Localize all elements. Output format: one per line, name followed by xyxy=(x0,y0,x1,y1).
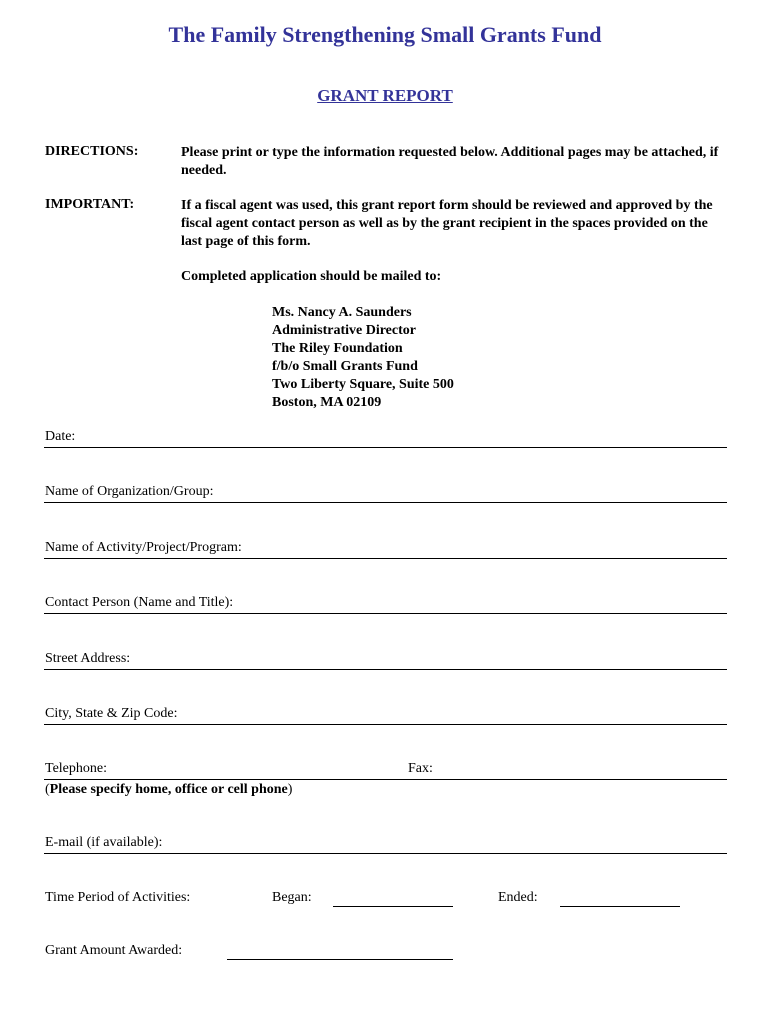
contact-person-field[interactable] xyxy=(44,593,727,614)
activity-field[interactable] xyxy=(44,538,727,559)
important-text: If a fiscal agent was used, this grant report form should be reviewed and approved by the fiscal agent contact person as well as by the grant recipient in the spaces provided on the last page of this form. xyxy=(181,198,713,249)
directions-text: Please print or type the information requested below. Additional pages may be attached, if needed. xyxy=(181,145,719,178)
began-label: Began: xyxy=(272,890,312,905)
began-date-field[interactable] xyxy=(333,905,453,907)
directions-label: DIRECTIONS: xyxy=(45,144,139,159)
note-paren-open: ( xyxy=(45,782,50,797)
address-line: The Riley Foundation xyxy=(272,341,403,356)
address-line: f/b/o Small Grants Fund xyxy=(272,359,418,374)
activity-label: Name of Activity/Project/Program: xyxy=(45,540,242,555)
address-line: Boston, MA 02109 xyxy=(272,395,382,410)
street-address-label: Street Address: xyxy=(45,651,131,666)
phone-type-note-text: Please specify home, office or cell phone xyxy=(49,782,288,797)
important-label: IMPORTANT: xyxy=(45,197,135,212)
city-state-zip-field[interactable] xyxy=(44,704,727,725)
date-field[interactable] xyxy=(44,427,727,448)
telephone-fax-field[interactable] xyxy=(44,759,727,780)
address-line: Two Liberty Square, Suite 500 xyxy=(272,377,454,392)
date-label: Date: xyxy=(45,429,76,444)
city-state-zip-label: City, State & Zip Code: xyxy=(45,706,178,721)
ended-date-field[interactable] xyxy=(560,905,680,907)
page-subtitle: GRANT REPORT xyxy=(317,86,453,105)
ended-label: Ended: xyxy=(498,890,538,905)
page-title: The Family Strengthening Small Grants Fund xyxy=(168,22,602,47)
address-line: Administrative Director xyxy=(272,323,416,338)
fax-label: Fax: xyxy=(408,761,433,776)
email-label: E-mail (if available): xyxy=(45,835,163,850)
email-field[interactable] xyxy=(44,833,727,854)
note-paren-close: ) xyxy=(287,782,293,797)
grant-amount-label: Grant Amount Awarded: xyxy=(45,943,183,958)
organization-label: Name of Organization/Group: xyxy=(45,484,214,499)
mailing-address xyxy=(272,304,454,412)
street-address-field[interactable] xyxy=(44,649,727,670)
time-period-label: Time Period of Activities: xyxy=(45,890,191,905)
address-line: Ms. Nancy A. Saunders xyxy=(272,305,412,320)
telephone-label: Telephone: xyxy=(45,761,107,776)
grant-amount-field[interactable] xyxy=(227,958,453,960)
organization-field[interactable] xyxy=(44,482,727,503)
mail-instruction: Completed application should be mailed to: xyxy=(181,269,442,284)
phone-type-note xyxy=(45,782,292,798)
contact-person-label: Contact Person (Name and Title): xyxy=(45,595,234,610)
